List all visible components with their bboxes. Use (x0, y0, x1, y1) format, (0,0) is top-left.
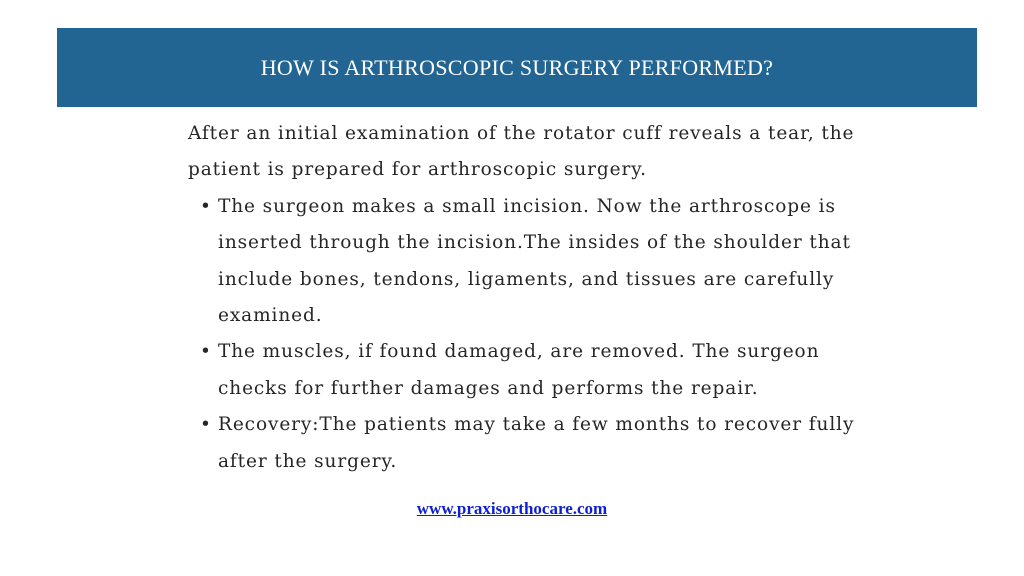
bullet-icon: • (200, 414, 212, 436)
content-body (188, 116, 868, 480)
bullet-text: The surgeon makes a small incision. Now the arthroscope is inserted through the incision.The insides of the shoulder that include bones, tendons, ligaments, and tissues are carefully examined. (218, 195, 851, 327)
bullet-text: The muscles, if found damaged, are removed. The surgeon checks for further damages and performs the repair. (218, 341, 820, 399)
bullet-item (188, 189, 868, 335)
intro-paragraph: After an initial examination of the rotator cuff reveals a tear, the patient is prepared for arthroscopic surgery. (188, 123, 855, 181)
page-title: HOW IS ARTHROSCOPIC SURGERY PERFORMED? (260, 54, 774, 80)
bullet-item (188, 334, 868, 407)
title-bar (57, 28, 977, 107)
bullet-text: Recovery:The patients may take a few months to recover fully after the surgery. (218, 414, 855, 472)
bullet-icon: • (200, 195, 212, 217)
bullet-list (188, 189, 868, 480)
bullet-icon: • (200, 341, 212, 363)
bullet-item (188, 407, 868, 480)
website-link[interactable]: www.praxisorthocare.com (416, 499, 608, 518)
